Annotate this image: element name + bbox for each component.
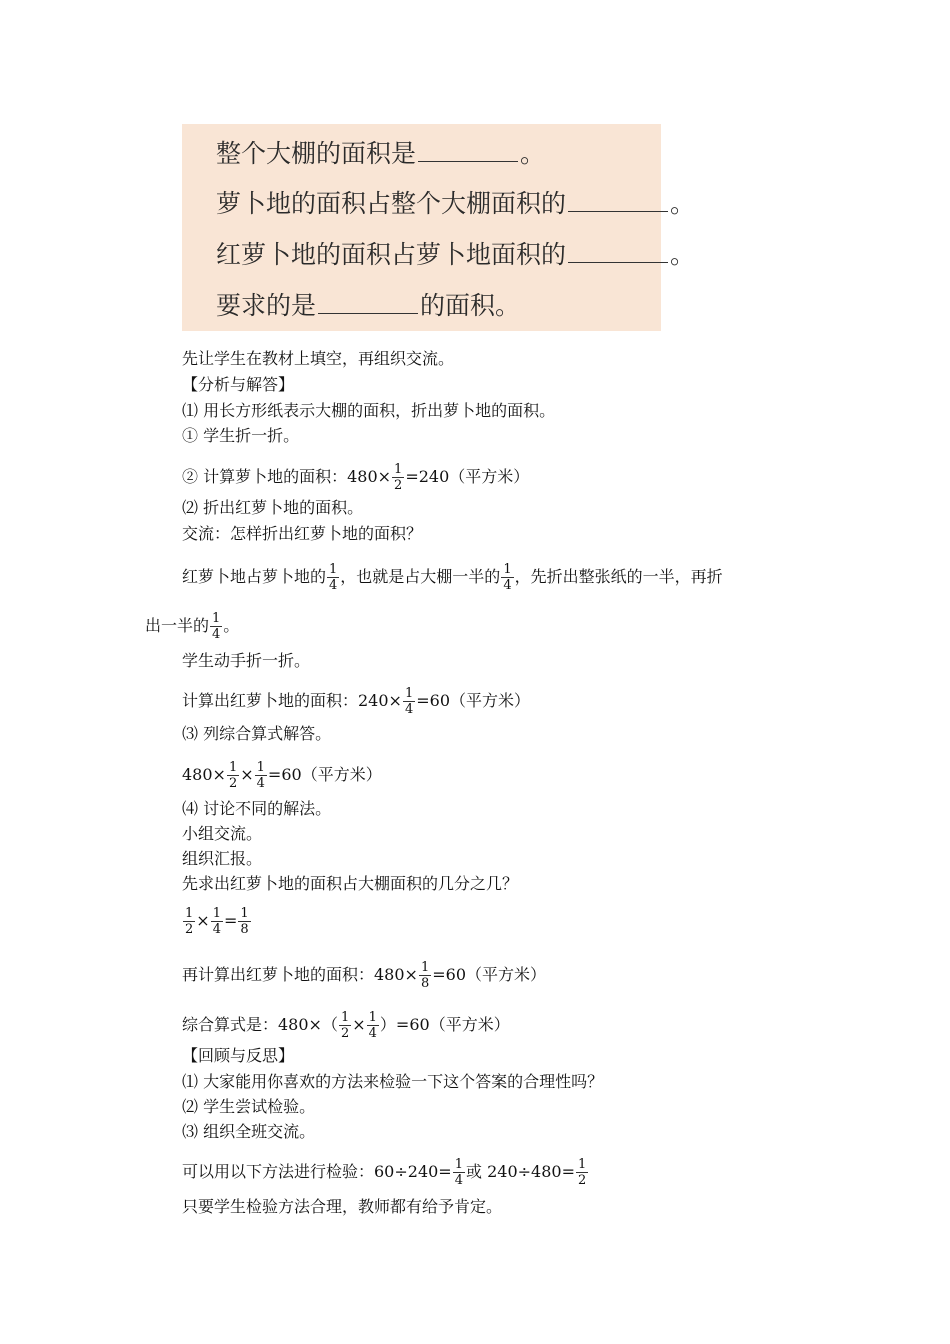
formula-text: 计算出红萝卜地的面积：240×	[182, 691, 402, 710]
fraction	[210, 611, 222, 642]
paragraph: ⑶ 组织全班交流。	[182, 1122, 316, 1141]
paragraph: ⑴ 用长方形纸表示大棚的面积，折出萝卜地的面积。	[182, 401, 556, 420]
formula-line	[182, 1157, 589, 1188]
paragraph: ⑷ 讨论不同的解法。	[182, 799, 332, 818]
denominator: 8	[420, 976, 430, 991]
exercise-line-1	[216, 134, 545, 170]
numerator: 1	[454, 1157, 463, 1172]
exercise-line-4	[216, 286, 520, 322]
formula-text: 红萝卜地占萝卜地的	[182, 567, 327, 586]
exercise-line-2	[216, 184, 695, 220]
formula-text: ×	[240, 765, 254, 784]
denominator: 4	[256, 776, 265, 791]
fraction	[211, 906, 223, 937]
formula-line	[182, 960, 546, 991]
exercise-text: 。	[670, 240, 696, 269]
paragraph: 只要学生检验方法合理，教师都有给予肯定。	[182, 1197, 503, 1216]
numerator: 1	[240, 906, 249, 921]
paragraph: 小组交流。	[182, 824, 263, 843]
fraction	[327, 562, 339, 593]
formula-text: =240（平方米）	[405, 467, 530, 486]
answer-blank	[568, 242, 668, 263]
numerator: 1	[368, 1010, 377, 1025]
denominator: 4	[404, 702, 414, 717]
denominator: 2	[185, 922, 194, 937]
fraction	[227, 760, 239, 791]
fraction	[403, 686, 415, 717]
paragraph: 组织汇报。	[182, 849, 263, 868]
formula-text: =60（平方米）	[416, 691, 531, 710]
formula-line	[182, 906, 252, 937]
numerator: 1	[503, 562, 512, 577]
formula-text: ，也就是占大棚一半的	[340, 567, 501, 586]
numerator: 1	[185, 906, 194, 921]
formula-text: ×	[352, 1015, 366, 1034]
formula-text: ，先折出整张纸的一半，再折	[514, 567, 723, 586]
numerator: 1	[394, 462, 403, 477]
paragraph: 学生动手折一折。	[182, 651, 311, 670]
formula-line	[182, 562, 723, 593]
paragraph: ⑴ 大家能用你喜欢的方法来检验一下这个答案的合理性吗？	[182, 1072, 604, 1091]
denominator: 2	[394, 478, 403, 493]
denominator: 2	[228, 776, 238, 791]
formula-text: ）=60（平方米）	[379, 1015, 510, 1034]
paragraph: ⑵ 折出红萝卜地的面积。	[182, 498, 364, 517]
formula-text: 。	[223, 616, 240, 635]
exercise-text: 整个大棚的面积是	[216, 139, 417, 168]
formula-line	[182, 462, 529, 493]
denominator: 4	[212, 922, 221, 937]
answer-blank	[318, 293, 418, 314]
formula-text: =	[223, 911, 238, 930]
formula-text: 出一半的	[145, 616, 210, 635]
formula-text: 480×	[182, 765, 226, 784]
paragraph: 先求出红萝卜地的面积占大棚面积的几分之几？	[182, 874, 519, 893]
numerator: 1	[404, 686, 414, 701]
formula-line	[182, 760, 382, 791]
section-heading: 【分析与解答】	[182, 375, 295, 394]
fraction	[419, 960, 431, 991]
formula-line	[182, 1010, 510, 1041]
formula-text: 可以用以下方法进行检验：60÷240=	[182, 1162, 452, 1181]
formula-line	[145, 611, 239, 642]
paragraph: 交流：怎样折出红萝卜地的面积？	[182, 524, 423, 543]
exercise-text: 红萝卜地的面积占萝卜地面积的	[216, 240, 567, 269]
paragraph: 先让学生在教材上填空，再组织交流。	[182, 349, 455, 368]
denominator: 2	[577, 1173, 587, 1188]
formula-text: 综合算式是：480×（	[182, 1015, 338, 1034]
fraction	[453, 1157, 465, 1188]
fraction	[501, 562, 513, 593]
denominator: 8	[240, 922, 249, 937]
fraction	[238, 906, 250, 937]
denominator: 4	[454, 1173, 463, 1188]
numerator: 1	[212, 906, 221, 921]
numerator: 1	[577, 1157, 587, 1172]
exercise-text: 萝卜地的面积占整个大棚面积的	[216, 189, 567, 218]
denominator: 4	[503, 578, 512, 593]
formula-text: ×	[196, 911, 210, 930]
exercise-line-3	[216, 235, 695, 271]
formula-text: 或 240÷480=	[466, 1162, 575, 1181]
exercise-text: 的面积。	[420, 291, 521, 320]
denominator: 2	[340, 1026, 350, 1041]
section-heading: 【回顾与反思】	[182, 1046, 295, 1065]
denominator: 4	[329, 578, 338, 593]
fraction	[367, 1010, 379, 1041]
numerator: 1	[228, 760, 238, 775]
textbook-exercise-image	[182, 124, 696, 331]
exercise-text: 。	[670, 189, 696, 218]
exercise-text: 。	[520, 139, 546, 168]
formula-line	[182, 686, 530, 717]
fraction	[183, 906, 195, 937]
exercise-text: 要求的是	[216, 291, 317, 320]
denominator: 4	[368, 1026, 377, 1041]
paragraph: ① 学生折一折。	[182, 426, 300, 445]
numerator: 1	[340, 1010, 350, 1025]
fraction	[392, 462, 404, 493]
answer-blank	[418, 141, 518, 162]
numerator: 1	[329, 562, 338, 577]
numerator: 1	[420, 960, 430, 975]
numerator: 1	[212, 611, 221, 626]
denominator: 4	[212, 627, 221, 642]
answer-blank	[568, 191, 668, 212]
fraction	[576, 1157, 588, 1188]
paragraph: ⑵ 学生尝试检验。	[182, 1097, 316, 1116]
fraction	[339, 1010, 351, 1041]
formula-text: ② 计算萝卜地的面积：480×	[182, 467, 392, 486]
numerator: 1	[256, 760, 265, 775]
paragraph: ⑶ 列综合算式解答。	[182, 724, 332, 743]
formula-text: =60（平方米）	[432, 965, 547, 984]
formula-text: 再计算出红萝卜地的面积：480×	[182, 965, 418, 984]
formula-text: =60（平方米）	[267, 765, 382, 784]
fraction	[255, 760, 267, 791]
